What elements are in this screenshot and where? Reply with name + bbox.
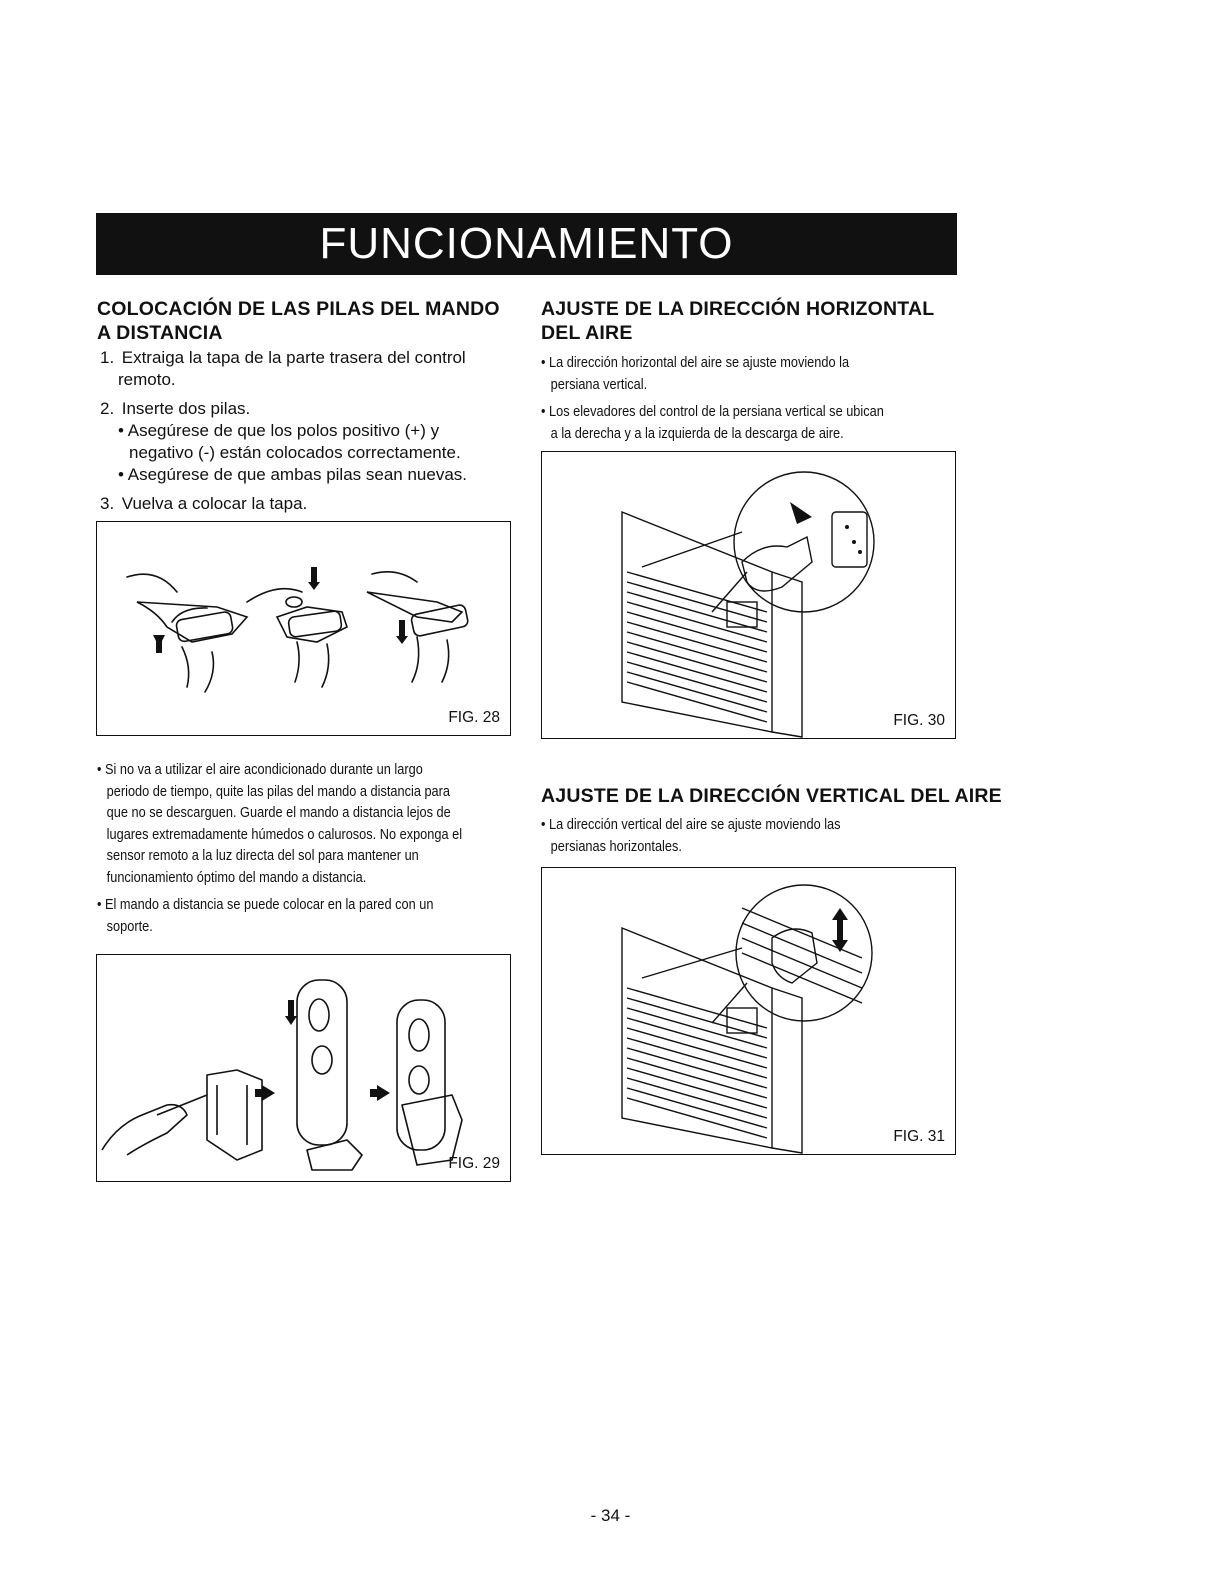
right-arrow-icon-2: [377, 1085, 390, 1101]
down-arrow-icon: [311, 567, 317, 583]
bullet-new-batteries: • Asegúrese de que ambas pilas sean nuevas.: [118, 465, 468, 484]
heading-line: COLOCACIÓN DE LAS PILAS DEL MANDO: [97, 298, 500, 320]
banner-title: FUNCIONAMIENTO: [319, 219, 734, 268]
down-arrow-icon-3: [288, 1000, 294, 1016]
step-3: 3. Vuelva a colocar la tapa.: [100, 494, 308, 513]
down-arrow-icon-2: [399, 620, 405, 636]
holder-bracket: [207, 1070, 262, 1160]
fig-29-label: FIG. 29: [448, 1155, 500, 1172]
battery-steps: [100, 347, 510, 522]
zoom-louvers: [742, 908, 862, 1003]
heading-line: A DISTANCIA: [97, 322, 223, 344]
fig-28-battery-insertion: [96, 521, 511, 736]
louver-lines: [627, 572, 767, 722]
ac-unit-horizontal-adjust-illustration: [542, 452, 955, 738]
heading-line: DEL AIRE: [541, 322, 633, 344]
fig-28-label: FIG. 28: [448, 709, 500, 726]
note-storage: • Si no va a utilizar el aire acondicionado durante un largo periodo de tiempo, quite las pilas del mando a distancia para que no se descarguen. Guarde el mando a distancia lejos de lugares extremadamente húmedos o calurosos. No exponga el sensor remoto a la luz directa del sol para mantener un funcionamiento óptimo del mando a distancia.: [97, 762, 463, 886]
vertical-air-text: • La dirección vertical del aire se ajuste moviendo las persianas horizontales.: [541, 817, 841, 855]
arrow-icon: [790, 502, 812, 524]
fig-29-wall-holder: [96, 954, 511, 1182]
heading-line: AJUSTE DE LA DIRECCIÓN HORIZONTAL: [541, 298, 935, 320]
remote-control: [297, 980, 347, 1145]
fig-30-label: FIG. 30: [893, 712, 945, 729]
horizontal-air-heading: [541, 297, 934, 345]
vertical-air-heading: [541, 784, 1002, 808]
up-arrow-icon: [832, 908, 848, 920]
right-arrow-icon: [262, 1085, 275, 1101]
hand-remote-3: [367, 572, 469, 682]
note-wall-mount: • El mando a distancia se puede colocar en la pared con un soporte.: [97, 897, 434, 935]
louver-lines: [627, 988, 767, 1138]
ac-unit-vertical-adjust-illustration: [542, 868, 955, 1154]
horizontal-air-text: • La dirección horizontal del aire se ajuste moviendo la persiana vertical. • Los elevadores del control de la persiana vertical se ubican a la derecha y a la izquierda de la descarga de aire.: [541, 355, 884, 442]
hand-remote-1: [127, 574, 247, 692]
battery-insertion-illustration: [97, 522, 510, 735]
step-2: 2. Inserte dos pilas. • Asegúrese de que los polos positivo (+) y negativo (-) están colocados correctamente. • Asegúrese de que ambas pilas sean nuevas.: [100, 398, 510, 486]
wall-holder-illustration: [97, 955, 510, 1181]
remote-control-mounted: [397, 1000, 445, 1150]
heading-line: AJUSTE DE LA DIRECCIÓN VERTICAL DEL AIRE: [541, 785, 1002, 807]
page-number: - 34 -: [590, 1506, 631, 1525]
hand-remote-2: [247, 589, 347, 687]
fig-31-label: FIG. 31: [893, 1128, 945, 1145]
fig-30-vertical-louver: [541, 451, 956, 739]
step-1: 1. Extraiga la tapa de la parte trasera del control remoto.: [100, 348, 466, 389]
page-banner: [96, 213, 957, 275]
fig-31-horizontal-louvers: [541, 867, 956, 1155]
remote-usage-notes: [97, 760, 515, 944]
bullet-polarity: • Asegúrese de que los polos positivo (+) y negativo (-) están colocados correctamente.: [118, 421, 461, 462]
battery-section-heading: [97, 297, 500, 345]
